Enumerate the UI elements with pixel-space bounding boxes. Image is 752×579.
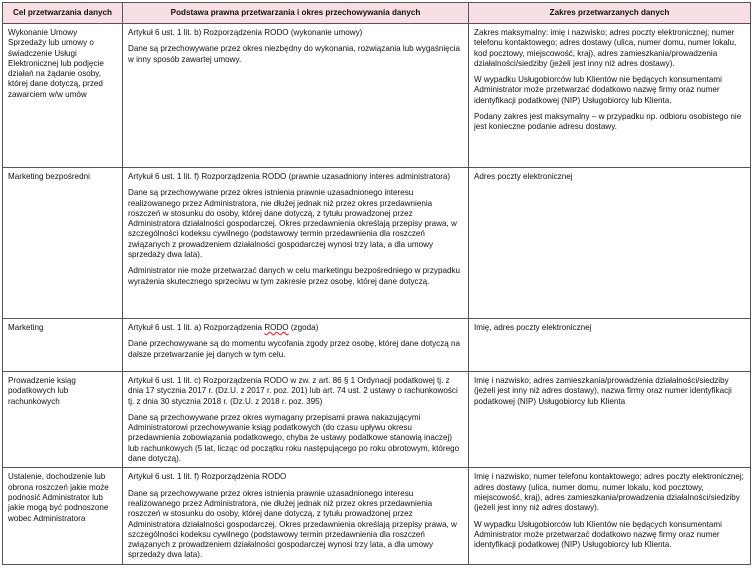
basis-text: Dane są przechowywane przez okres wymagany przepisami prawa nakazującymi Administratorowi przechowywanie ksiąg podatkowych (do czasu upływu okresu przedawnienia zobowiązania podatkowego, chyba że ustawy podatkowe stanowią inaczej) lub rachunkowych (5 lat, licząc od początku roku następującego po roku obrotowym, którego dane dotyczą). bbox=[128, 412, 460, 464]
purpose-cell bbox=[3, 319, 123, 372]
table-row bbox=[3, 168, 751, 319]
purpose-cell bbox=[3, 24, 123, 168]
basis-text-post: (zgoda) bbox=[288, 323, 319, 332]
purpose-cell bbox=[3, 168, 123, 319]
scope-cell bbox=[469, 468, 751, 564]
scope-cell bbox=[469, 372, 751, 468]
basis-text: Artykuł 6 ust. 1 lit. c) Rozporządzenia RODO w zw. z art. 86 § 1 Ordynacji podatkowej tj. z dnia 17 stycznia 2017 r. (Dz.U. z 2017 r. poz. 201) lub art. 74 ust. 2 ustawy o rachunkowości tj. z dnia 30 stycznia 2018 r. (Dz.U. z 2018 r. poz. 395) bbox=[128, 376, 458, 406]
basis-text: Artykuł 6 ust. 1 lit. b) Rozporządzenia RODO (wykonanie umowy) bbox=[128, 28, 363, 37]
purpose-text: Ustalenie, dochodzenie lub obrona roszczeń jakie może podnosić Administrator lub jakie mogą być podnoszone wobec Administratora bbox=[8, 472, 109, 523]
scope-text: W wypadku Usługobiorców lub Klientów nie będących konsumentami Administrator może przetwarzać dodatkowo nazwę firmy oraz numer identyfikacji podatkowej (NIP) Usługobiorcy lub Klienta. bbox=[474, 75, 722, 105]
table-header-row bbox=[3, 3, 751, 24]
basis-text: Dane są przechowywane przez okres niezbędny do wykonania, rozwiązania lub wygaśnięcia w inny sposób zawartej umowy. bbox=[128, 44, 461, 64]
basis-cell bbox=[123, 24, 469, 168]
scope-text: W wypadku Usługobiorców lub Klientów nie będących konsumentami Administrator może przetwarzać dodatkowo nazwę firmy oraz numer identyfikacji podatkowej (NIP) Usługobiorcy lub Klienta. bbox=[474, 519, 722, 550]
basis-text: Artykuł 6 ust. 1 lit. f) Rozporządzenia RODO bbox=[128, 472, 287, 482]
scope-cell bbox=[469, 168, 751, 319]
data-processing-table bbox=[2, 2, 751, 565]
basis-cell bbox=[123, 372, 469, 468]
scope-text: Adres poczty elektronicznej bbox=[474, 172, 573, 181]
purpose-text: Prowadzenie ksiąg podatkowych lub rachunkowych bbox=[8, 376, 76, 406]
basis-text: Artykuł 6 ust. 1 lit. f) Rozporządzenia RODO (prawnie uzasadniony interes administratora) bbox=[128, 172, 451, 181]
basis-text bbox=[128, 323, 463, 333]
header-purpose: Cel przetwarzania danych bbox=[3, 3, 123, 24]
basis-cell bbox=[123, 319, 469, 372]
purpose-text: Wykonanie Umowy Sprzedaży lub umowy o świadczenie Usługi Elektronicznej lub podjęcie działań na żądanie osoby, której dane dotyczą, przed zawarciem w/w umów bbox=[8, 28, 104, 99]
purpose-cell bbox=[3, 468, 123, 564]
scope-text: Podany zakres jest maksymalny – w przypadku np. odbioru osobistego nie jest konieczne podanie adresu dostawy. bbox=[474, 112, 742, 132]
scope-cell bbox=[469, 24, 751, 168]
scope-text: Zakres maksymalny: imię i nazwisko; adres poczty elektronicznej; numer telefonu kontaktowego; adres dostawy (ulica, numer domu, numer lokalu, kod pocztowy, miejscowość, kraj), adres zamieszkania/prowadzenia działalności/siedziby (jeżeli jest inny niż adres dostawy). bbox=[474, 28, 737, 68]
header-data-scope: Zakres przetwarzanych danych bbox=[469, 3, 751, 24]
basis-text: Dane są przechowywane przez okres istnienia prawnie uzasadnionego interesu realizowanego przez Administratora, nie dłużej jednak niż przez okres przedawnienia roszczeń w stosunku do osoby, której dane dotyczą, z tytułu prowadzonej przez Administratora działalności gospodarczej. Okres przedawnienia określają przepisy prawa, w szczególności kodeksu cywilnego (podstawowy termin przedawnienia dla roszczeń związanych z prowadzeniem działalności gospodarczej wynosi trzy lata, a dla umowy sprzedaży dwa lata). bbox=[128, 188, 457, 260]
scope-text: Imię i nazwisko; numer telefonu kontaktowego; adres poczty elektronicznej; adres dostawy (ulica, numer domu, numer lokalu, kod pocztowy, miejscowość, kraj), adres zamieszkania/prowadzenia działalności/siedziby (jeżeli jest inny niż adres dostawy). bbox=[474, 472, 744, 513]
basis-text: Administrator nie może przetwarzać danych w celu marketingu bezpośredniego w przypadku wyrażenia skutecznego sprzeciwu w tym zakresie przez osobę, której dane dotyczą. bbox=[128, 266, 461, 286]
basis-cell bbox=[123, 168, 469, 319]
table-row bbox=[3, 319, 751, 372]
basis-cell bbox=[123, 468, 469, 564]
scope-text: Imię, adres poczty elektronicznej bbox=[474, 323, 592, 332]
basis-text: Dane przechowywane są do momentu wycofania zgody przez osobę, której dane dotyczą na dalsze przetwarzanie jej danych w tym celu. bbox=[128, 339, 461, 359]
purpose-text: Marketing bbox=[8, 323, 44, 332]
purpose-text: Marketing bezpośredni bbox=[8, 172, 90, 181]
spellcheck-underlined-word: RODO bbox=[264, 323, 289, 332]
table-row bbox=[3, 24, 751, 168]
purpose-cell bbox=[3, 372, 123, 468]
scope-text: Imię i nazwisko; adres zamieszkania/prowadzenia działalności/siedziby (jeżeli jest inny niż adres dostawy), nazwa firmy oraz numer identyfikacji podatkowej (NIP) Usługobiorcy lub Klienta bbox=[474, 376, 732, 406]
basis-text: Dane są przechowywane przez okres istnienia prawnie uzasadnionego interesu realizowanego przez Administratora, nie dłużej jednak niż przez okres przedawnienia roszczeń w stosunku do osoby, której dane dotyczą, z tytułu prowadzonej przez Administratora działalności gospodarczej. Okres przedawnienia określają przepisy prawa, w szczególności kodeksu cywilnego (podstawowy termin przedawnienia dla roszczeń związanych z prowadzeniem działalności gospodarczej wynosi trzy lata, a dla umowy sprzedaży dwa lata). bbox=[128, 488, 457, 560]
scope-cell bbox=[469, 319, 751, 372]
table-row bbox=[3, 372, 751, 468]
header-legal-basis: Podstawa prawna przetwarzania i okres przechowywania danych bbox=[123, 3, 469, 24]
table-row bbox=[3, 468, 751, 564]
basis-text-pre: Artykuł 6 ust. 1 lit. a) Rozporządzenia bbox=[128, 323, 265, 332]
